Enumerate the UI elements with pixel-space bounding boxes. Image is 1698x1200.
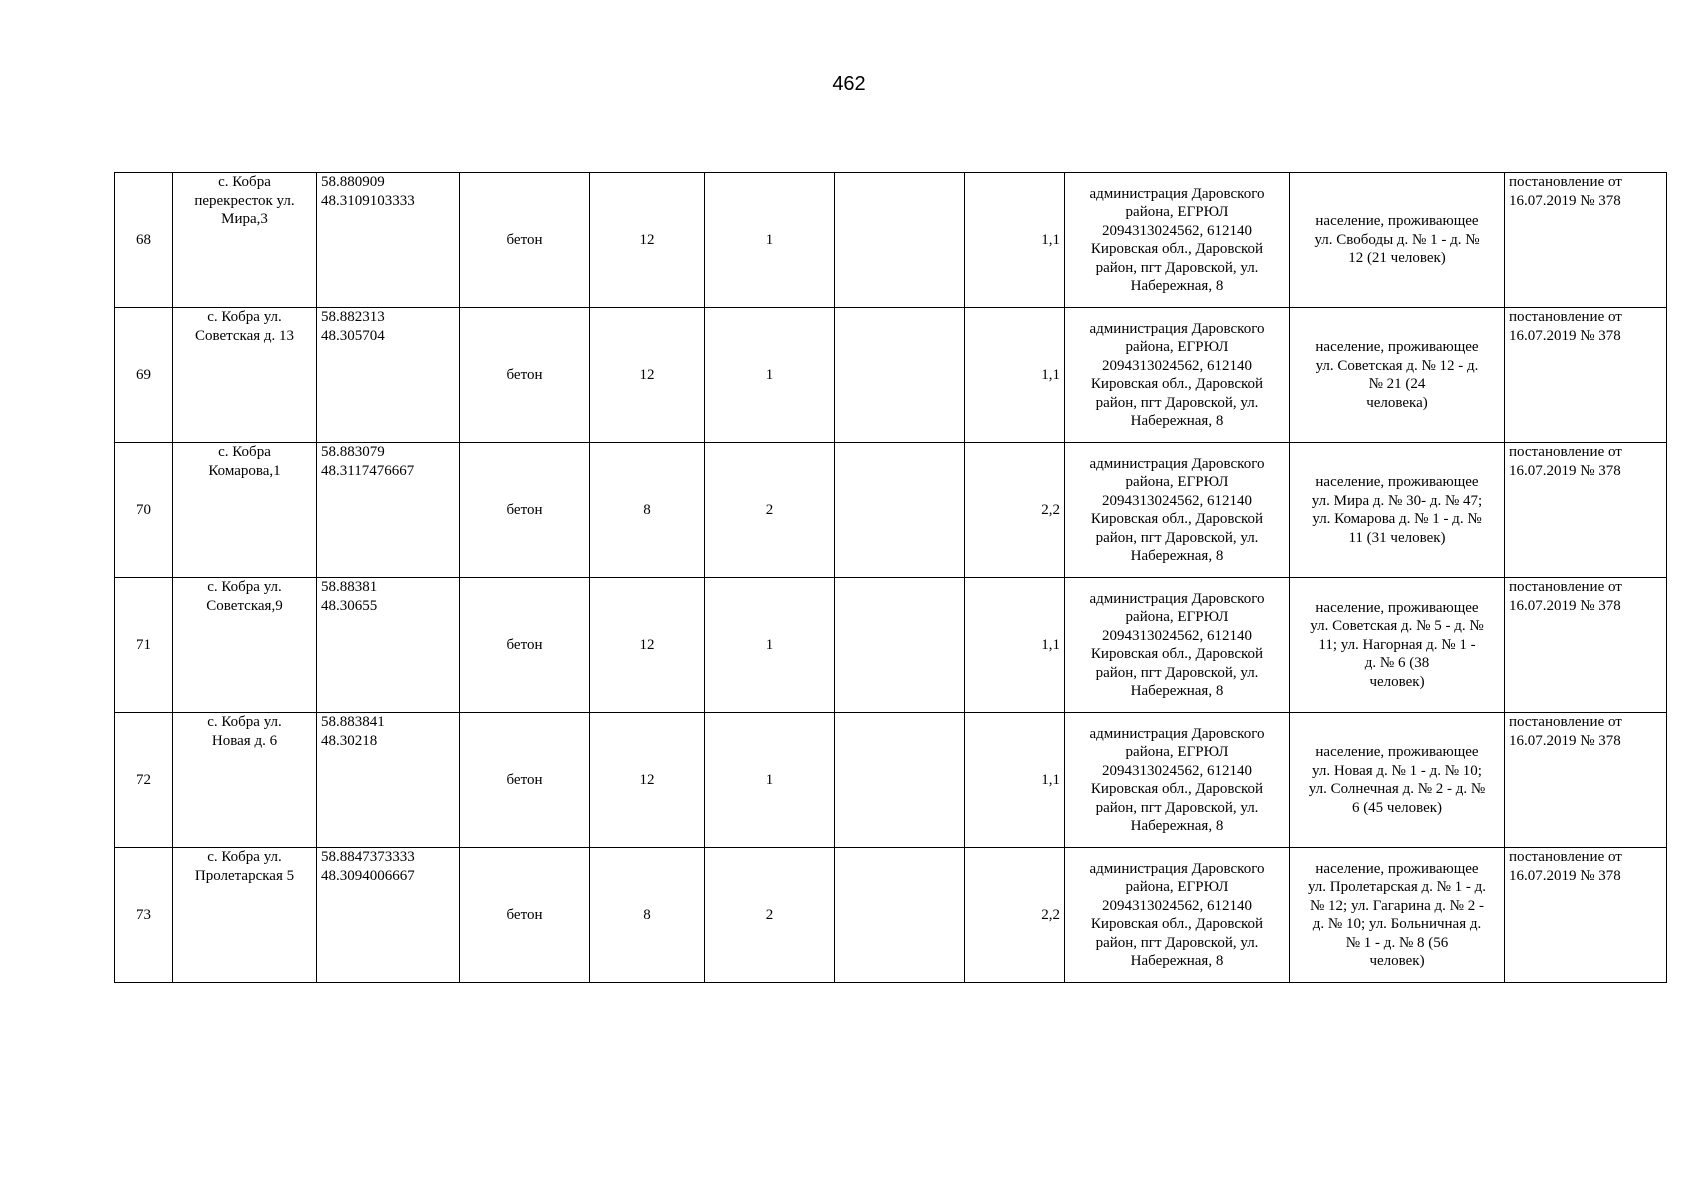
coordinates-cell [317, 308, 460, 443]
users-line: ул. Свободы д. № 1 - д. № [1314, 231, 1480, 248]
empty-cell [835, 443, 965, 578]
document-cell [1505, 173, 1667, 308]
document-cell [1505, 578, 1667, 713]
surface-cell: бетон [460, 713, 590, 848]
owner-line: администрация Даровского [1089, 590, 1265, 607]
surface-cell: бетон [460, 308, 590, 443]
longitude: 48.3109103333 [321, 192, 415, 209]
document-line: 16.07.2019 № 378 [1509, 327, 1621, 344]
table-row [115, 713, 1667, 848]
users-line: ул. Солнечная д. № 2 - д. № [1308, 781, 1486, 797]
owner-line: 2094313024562, 612140 [1102, 897, 1252, 914]
owner-line: района, ЕГРЮЛ [1125, 204, 1229, 220]
address-cell [173, 848, 317, 983]
table-row [115, 578, 1667, 713]
coordinates-cell [317, 578, 460, 713]
page-number: 462 [832, 73, 866, 95]
users-line: 11 (31 человек) [1348, 529, 1446, 546]
area-cell: 12 [590, 308, 705, 443]
users-line: население, проживающее [1315, 474, 1479, 490]
row-number-cell: 72 [115, 713, 173, 848]
owner-line: администрация Даровского [1089, 725, 1265, 742]
row-number-cell: 73 [115, 848, 173, 983]
latitude: 58.883841 [321, 714, 385, 730]
longitude: 48.305704 [321, 327, 385, 344]
address-line: Советская,9 [206, 597, 283, 614]
empty-cell [835, 173, 965, 308]
users-line: 11; ул. Нагорная д. № 1 - [1318, 636, 1476, 653]
row-number-cell: 71 [115, 578, 173, 713]
users-line: д. № 10; ул. Больничная д. [1312, 916, 1482, 932]
users-line: человек) [1369, 673, 1425, 690]
address-cell [173, 578, 317, 713]
latitude: 58.88381 [321, 579, 378, 595]
document-cell [1505, 848, 1667, 983]
document-line: 16.07.2019 № 378 [1509, 732, 1621, 749]
owner-line: район, пгт Даровской, ул. [1095, 799, 1259, 816]
users-line: № 12; ул. Гагарина д. № 2 - [1310, 897, 1484, 914]
users-line: ул. Пролетарская д. № 1 - д. [1307, 879, 1487, 895]
volume-cell: 1,1 [965, 578, 1065, 713]
containers-count-cell: 1 [705, 713, 835, 848]
containers-count-cell: 1 [705, 308, 835, 443]
users-line: № 21 (24 [1368, 376, 1426, 392]
volume-cell: 2,2 [965, 848, 1065, 983]
owner-line: 2094313024562, 612140 [1102, 222, 1252, 239]
document-cell [1505, 713, 1667, 848]
latitude: 58.8847373333 [321, 849, 415, 865]
owner-line: Кировская обл., Даровской [1090, 511, 1264, 527]
owner-line: района, ЕГРЮЛ [1125, 879, 1229, 895]
owner-line: Кировская обл., Даровской [1090, 781, 1264, 797]
owner-line: Набережная, 8 [1130, 548, 1224, 564]
longitude: 48.30655 [321, 597, 378, 614]
owner-line: 2094313024562, 612140 [1102, 492, 1252, 509]
table-row [115, 848, 1667, 983]
owner-line: 2094313024562, 612140 [1102, 357, 1252, 374]
containers-count-cell: 1 [705, 578, 835, 713]
users-line: ул. Комарова д. № 1 - д. № [1312, 511, 1482, 527]
users-line: население, проживающее [1315, 599, 1479, 616]
address-cell [173, 443, 317, 578]
users-line: население, проживающее [1315, 744, 1479, 760]
document-line: 16.07.2019 № 378 [1509, 867, 1621, 884]
surface-cell: бетон [460, 578, 590, 713]
area-cell: 12 [590, 713, 705, 848]
users-line: ул. Мира д. № 30- д. № 47; [1311, 492, 1483, 509]
coordinates-cell [317, 173, 460, 308]
table-row [115, 308, 1667, 443]
owner-cell [1065, 848, 1290, 983]
owner-line: район, пгт Даровской, ул. [1095, 394, 1259, 411]
empty-cell [835, 578, 965, 713]
address-line: перекресток ул. [194, 192, 295, 209]
users-line: человека) [1366, 394, 1428, 411]
volume-cell: 2,2 [965, 443, 1065, 578]
volume-cell: 1,1 [965, 308, 1065, 443]
table-row [115, 173, 1667, 308]
owner-line: Кировская обл., Даровской [1090, 646, 1264, 662]
owner-line: администрация Даровского [1089, 860, 1265, 877]
address-cell [173, 308, 317, 443]
latitude: 58.880909 [321, 174, 385, 190]
users-line: население, проживающее [1315, 339, 1479, 355]
address-line: Советская д. 13 [194, 327, 295, 344]
address-line: Мира,3 [221, 211, 268, 227]
longitude: 48.3094006667 [321, 867, 415, 884]
owner-line: Набережная, 8 [1130, 953, 1224, 969]
coordinates-cell [317, 713, 460, 848]
owner-line: района, ЕГРЮЛ [1125, 609, 1229, 625]
owner-line: район, пгт Даровской, ул. [1095, 259, 1259, 276]
document-cell [1505, 308, 1667, 443]
owner-line: администрация Даровского [1089, 455, 1265, 472]
owner-cell [1065, 713, 1290, 848]
containers-count-cell: 2 [705, 443, 835, 578]
users-line: ул. Советская д. № 5 - д. № [1310, 618, 1484, 635]
coordinates-cell [317, 443, 460, 578]
address-line: Новая д. 6 [211, 732, 278, 749]
users-cell [1290, 578, 1505, 713]
empty-cell [835, 848, 965, 983]
users-line: ул. Новая д. № 1 - д. № 10; [1312, 762, 1482, 779]
users-cell [1290, 173, 1505, 308]
row-number-cell: 68 [115, 173, 173, 308]
document-line: 16.07.2019 № 378 [1509, 597, 1621, 614]
owner-line: район, пгт Даровской, ул. [1095, 664, 1259, 681]
document-line: постановление от [1509, 444, 1622, 460]
containers-count-cell: 2 [705, 848, 835, 983]
document-line: постановление от [1509, 174, 1622, 190]
coordinates-cell [317, 848, 460, 983]
document-line: постановление от [1509, 849, 1622, 865]
address-cell [173, 173, 317, 308]
users-line: д. № 6 (38 [1364, 655, 1430, 672]
address-line: с. Кобра [218, 174, 271, 190]
document-line: постановление от [1509, 714, 1622, 730]
users-line: 6 (45 человек) [1351, 799, 1443, 816]
address-line: с. Кобра ул. [207, 309, 282, 325]
users-cell [1290, 308, 1505, 443]
owner-line: Кировская обл., Даровской [1090, 241, 1264, 257]
users-line: ул. Советская д. № 12 - д. [1315, 357, 1479, 374]
owner-line: Кировская обл., Даровской [1090, 376, 1264, 392]
empty-cell [835, 713, 965, 848]
owner-line: района, ЕГРЮЛ [1125, 339, 1229, 355]
waste-sites-table [114, 172, 1667, 983]
row-number-cell: 69 [115, 308, 173, 443]
users-line: 12 (21 человек) [1348, 250, 1446, 267]
owner-line: 2094313024562, 612140 [1102, 762, 1252, 779]
address-line: с. Кобра ул. [207, 579, 282, 595]
owner-cell [1065, 443, 1290, 578]
latitude: 58.883079 [321, 444, 385, 460]
users-cell [1290, 713, 1505, 848]
volume-cell: 1,1 [965, 173, 1065, 308]
owner-cell [1065, 308, 1290, 443]
owner-line: администрация Даровского [1089, 185, 1265, 202]
document-line: 16.07.2019 № 378 [1509, 462, 1621, 479]
document-line: 16.07.2019 № 378 [1509, 192, 1621, 209]
row-number-cell: 70 [115, 443, 173, 578]
address-line: с. Кобра [218, 444, 271, 460]
area-cell: 12 [590, 173, 705, 308]
longitude: 48.30218 [321, 732, 378, 749]
owner-line: Набережная, 8 [1130, 818, 1224, 834]
users-line: население, проживающее [1315, 213, 1479, 230]
users-line: население, проживающее [1315, 860, 1479, 877]
address-line: Пролетарская 5 [194, 867, 295, 884]
table-row [115, 443, 1667, 578]
address-line: с. Кобра ул. [207, 849, 282, 865]
document-cell [1505, 443, 1667, 578]
owner-line: район, пгт Даровской, ул. [1095, 934, 1259, 951]
latitude: 58.882313 [321, 309, 385, 325]
surface-cell: бетон [460, 173, 590, 308]
users-line: № 1 - д. № 8 (56 [1345, 934, 1449, 951]
address-line: Комарова,1 [208, 462, 281, 479]
owner-line: администрация Даровского [1089, 320, 1265, 337]
owner-line: района, ЕГРЮЛ [1125, 474, 1229, 490]
empty-cell [835, 308, 965, 443]
users-line: человек) [1369, 953, 1425, 969]
area-cell: 8 [590, 443, 705, 578]
owner-cell [1065, 173, 1290, 308]
users-cell [1290, 443, 1505, 578]
owner-line: Набережная, 8 [1130, 278, 1224, 294]
address-line: с. Кобра ул. [207, 714, 282, 730]
surface-cell: бетон [460, 443, 590, 578]
surface-cell: бетон [460, 848, 590, 983]
users-cell [1290, 848, 1505, 983]
owner-line: район, пгт Даровской, ул. [1095, 529, 1259, 546]
document-line: постановление от [1509, 579, 1622, 595]
area-cell: 8 [590, 848, 705, 983]
document-line: постановление от [1509, 309, 1622, 325]
area-cell: 12 [590, 578, 705, 713]
owner-cell [1065, 578, 1290, 713]
owner-line: Набережная, 8 [1130, 413, 1224, 429]
owner-line: Набережная, 8 [1130, 683, 1224, 699]
owner-line: района, ЕГРЮЛ [1125, 744, 1229, 760]
owner-line: Кировская обл., Даровской [1090, 916, 1264, 932]
address-cell [173, 713, 317, 848]
owner-line: 2094313024562, 612140 [1102, 627, 1252, 644]
longitude: 48.3117476667 [321, 462, 415, 479]
volume-cell: 1,1 [965, 713, 1065, 848]
containers-count-cell: 1 [705, 173, 835, 308]
